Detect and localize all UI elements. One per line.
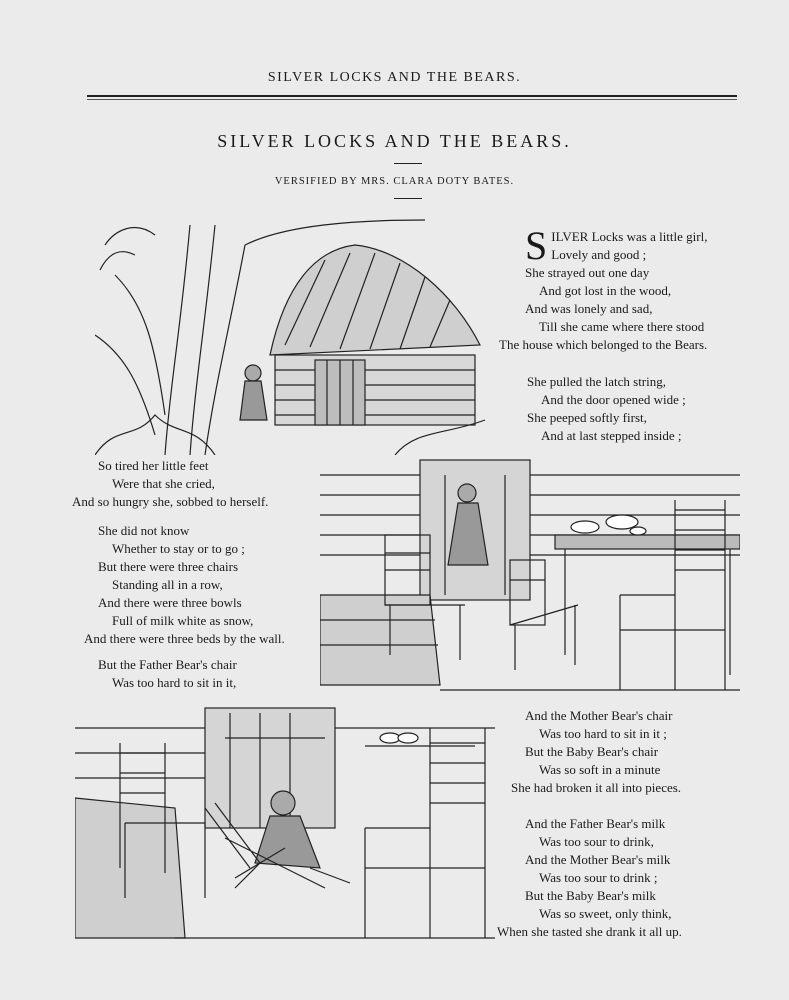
verse-line: Was too sour to drink, [539, 834, 654, 849]
verse-line: But the Baby Bear's milk [525, 888, 656, 903]
verse-line: Full of milk white as snow, [112, 613, 254, 628]
stanza-5 [98, 656, 338, 692]
cottage-illustration [95, 215, 495, 455]
verse-line: And so hungry she, sobbed to herself. [72, 494, 269, 509]
verse-line: Was so sweet, only think, [539, 906, 672, 921]
verse-line: She pulled the latch string, [527, 374, 667, 389]
stanza-2 [527, 373, 767, 445]
verse-line: Lovely and good ; [551, 247, 647, 262]
verse-line: And the Mother Bear's milk [525, 852, 671, 867]
header-rule-thin [87, 99, 737, 100]
verse-line: ILVER Locks was a little girl, [551, 229, 708, 244]
verse-line: But there were three chairs [98, 559, 239, 574]
verse-line: Was so soft in a minute [539, 762, 661, 777]
title-rule [394, 163, 422, 164]
verse-line: Till she came where there stood [539, 319, 705, 334]
stanza-7 [497, 815, 767, 941]
verse-line: And the door opened wide ; [541, 392, 686, 407]
verse-line: And was lonely and sad, [525, 301, 653, 316]
verse-line: Standing all in a row, [112, 577, 223, 592]
verse-line: Whether to stay or to go ; [112, 541, 245, 556]
stanza-6 [511, 707, 761, 797]
verse-line: Were that she cried, [112, 476, 215, 491]
verse-line: She peeped softly first, [527, 410, 647, 425]
verse-line: And there were three bowls [98, 595, 242, 610]
verse-line: Was too hard to sit in it, [112, 675, 237, 690]
room-chairs-illustration [320, 455, 740, 695]
verse-line: When she tasted she drank it all up. [497, 924, 682, 939]
stanza-1 [499, 223, 775, 354]
verse-line: And the Father Bear's milk [525, 816, 666, 831]
verse-line: Was too hard to sit in it ; [539, 726, 667, 741]
verse-line: She strayed out one day [525, 265, 650, 280]
stanza-4 [84, 522, 344, 648]
verse-line: And the Mother Bear's chair [525, 708, 673, 723]
stanza-3 [72, 457, 332, 511]
byline: VERSIFIED BY MRS. CLARA DOTY BATES. [274, 176, 515, 187]
verse-line: The house which belonged to the Bears. [499, 337, 708, 352]
verse-line: And got lost in the wood, [539, 283, 672, 298]
page-title: SILVER LOCKS AND THE BEARS. [217, 131, 572, 151]
byline-rule [394, 198, 422, 199]
broken-chair-illustration [75, 698, 495, 943]
running-head: SILVER LOCKS AND THE BEARS. [267, 70, 522, 85]
verse-line: Was too sour to drink ; [539, 870, 658, 885]
verse-line: She had broken it all into pieces. [511, 780, 682, 795]
verse-line: And there were three beds by the wall. [84, 631, 285, 646]
verse-line: She did not know [98, 523, 190, 538]
verse-line: And at last stepped inside ; [541, 428, 682, 443]
header-rule [87, 95, 737, 97]
verse-line: But the Father Bear's chair [98, 657, 237, 672]
drop-cap: S [525, 223, 548, 268]
verse-line: So tired her little feet [98, 458, 209, 473]
verse-line: But the Baby Bear's chair [525, 744, 659, 759]
